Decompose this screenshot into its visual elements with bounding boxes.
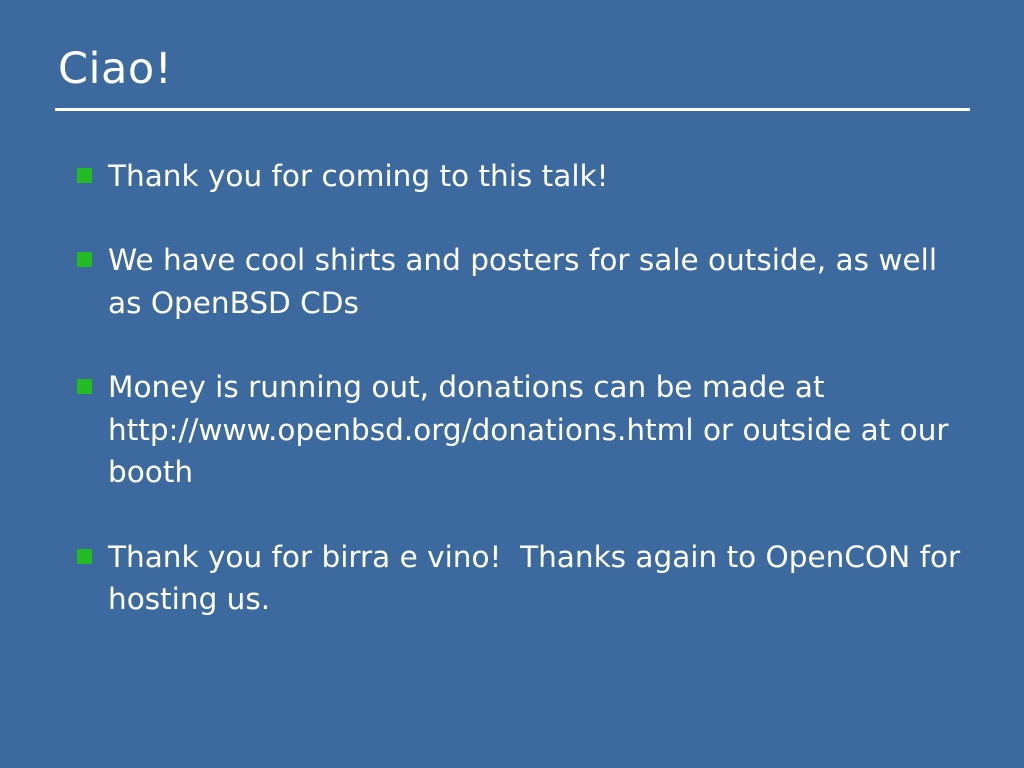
list-item — [72, 239, 962, 324]
square-bullet-icon — [77, 168, 92, 183]
title-underline-divider — [55, 108, 970, 111]
square-bullet-icon — [77, 549, 92, 564]
list-item — [72, 366, 962, 493]
list-item-text: Money is running out, donations can be made at http://www.openbsd.org/donations.html or outside at our booth — [108, 370, 958, 490]
page-title: Ciao! — [58, 44, 173, 94]
list-item — [72, 536, 970, 621]
list-item — [72, 155, 962, 197]
square-bullet-icon — [77, 379, 92, 394]
list-item-text: Thank you for birra e vino! Thanks again to OpenCON for hosting us. — [108, 539, 970, 617]
square-bullet-icon — [77, 252, 92, 267]
list-item-text: Thank you for coming to this talk! — [108, 159, 609, 193]
list-item-text: We have cool shirts and posters for sale outside, as well as OpenBSD CDs — [108, 243, 947, 320]
bullet-list — [72, 155, 970, 621]
